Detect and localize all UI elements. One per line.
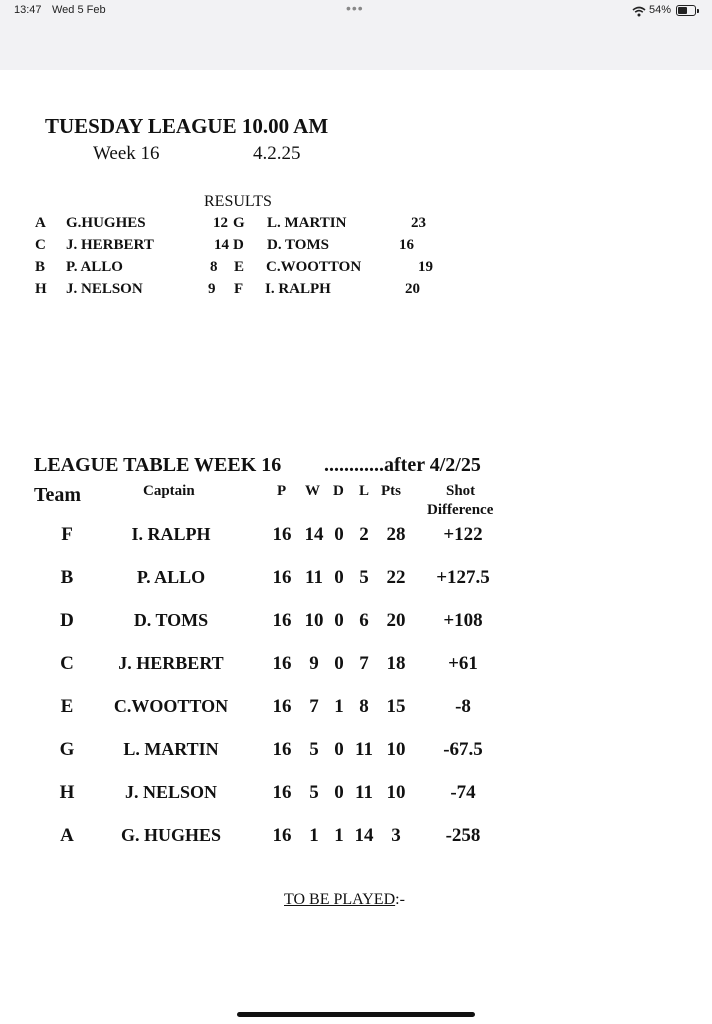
cell-l: 7 [359,653,369,674]
cell-d: 0 [334,739,344,760]
cell-captain: J. HERBERT [118,653,224,673]
column-header-shot: Shot [446,483,476,499]
cell-diff: +108 [443,610,483,631]
league-table-title: LEAGUE TABLE WEEK 16 [34,454,282,476]
cell-l: 11 [355,739,373,760]
wifi-icon [632,4,646,22]
cell-team: B [60,567,74,588]
cell-team: G [59,739,75,760]
cell-captain: J. NELSON [124,782,218,802]
cell-captain: D. TOMS [133,610,209,630]
cell-diff: +61 [448,653,478,674]
battery-percent: 54% [649,4,672,16]
result-score2: 20 [405,281,420,297]
cell-l: 6 [359,610,369,631]
cell-pts: 10 [386,739,406,760]
cell-l: 14 [354,825,374,846]
document-title: TUESDAY LEAGUE 10.00 AM [45,114,329,138]
cell-pts: 10 [386,782,406,803]
cell-diff: -8 [455,696,471,717]
result-captain2: C.WOOTTON [266,259,362,275]
cell-captain: C.WOOTTON [113,696,229,716]
cell-w: 7 [309,696,319,717]
cell-pts: 3 [391,825,401,846]
cell-d: 0 [334,567,344,588]
cell-pts: 18 [386,653,406,674]
result-team2: E [234,259,245,275]
column-header-w: W [305,483,320,499]
cell-p: 16 [272,653,292,674]
to-be-played-label [284,891,405,909]
cell-d: 0 [334,782,344,803]
result-score1: 12 [213,215,228,231]
column-header-d: D [333,483,344,499]
cell-diff: -67.5 [443,739,483,760]
home-indicator[interactable] [237,1012,475,1017]
cell-pts: 28 [386,524,406,545]
status-date: Wed 5 Feb [52,4,106,16]
cell-w: 9 [309,653,319,674]
cell-l: 5 [359,567,369,588]
cell-p: 16 [272,782,292,803]
cell-l: 8 [359,696,369,717]
result-captain1: P. ALLO [66,259,123,275]
cell-diff: -74 [450,782,476,803]
column-header-difference: Difference [427,502,494,518]
battery-icon [676,5,696,16]
cell-p: 16 [272,610,292,631]
result-captain1: J. NELSON [66,281,143,297]
cell-d: 0 [334,610,344,631]
status-bar [0,0,712,70]
cell-diff: -258 [445,825,481,846]
cell-pts: 15 [386,696,406,717]
week-label: Week 16 [93,143,160,164]
cell-team: A [60,825,74,846]
to-be-played-text: TO BE PLAYED [284,891,396,908]
league-table-after-date: ............after 4/2/25 [324,454,481,476]
result-score1: 9 [208,281,216,297]
cell-w: 5 [309,782,319,803]
column-header-pts: Pts [381,483,401,499]
cell-w: 11 [305,567,323,588]
date-label: 4.2.25 [253,143,301,164]
result-team2: G [233,215,245,231]
cell-w: 10 [304,610,324,631]
cell-p: 16 [272,825,292,846]
result-score1: 8 [210,259,218,275]
cell-captain: P. ALLO [136,567,206,587]
status-time: 13:47 [14,4,42,16]
result-score1: 14 [214,237,229,253]
cell-w: 5 [309,739,319,760]
cell-w: 14 [304,524,324,545]
results-heading: RESULTS [204,193,272,210]
cell-l: 2 [359,524,369,545]
multitasking-dots-icon[interactable]: ••• [346,0,364,16]
cell-p: 16 [272,696,292,717]
cell-d: 1 [334,825,344,846]
result-team1: H [35,281,47,297]
result-team2: D [233,237,244,253]
to-be-played-suffix: :- [395,891,405,908]
cell-team: E [60,696,74,717]
column-header-team: Team [34,484,82,506]
result-captain2: I. RALPH [265,281,331,297]
cell-team: C [60,653,74,674]
result-score2: 19 [418,259,433,275]
column-header-captain: Captain [143,483,195,499]
result-team1: A [35,215,46,231]
cell-team: D [60,610,74,631]
cell-team: H [59,782,75,803]
cell-w: 1 [309,825,319,846]
result-captain1: G.HUGHES [66,215,146,231]
cell-d: 0 [334,653,344,674]
cell-p: 16 [272,524,292,545]
cell-pts: 22 [386,567,406,588]
result-captain1: J. HERBERT [66,237,154,253]
column-header-l: L [359,483,370,499]
cell-pts: 20 [386,610,406,631]
cell-diff: +122 [443,524,483,545]
cell-captain: L. MARTIN [123,739,219,759]
result-team2: F [234,281,244,297]
cell-p: 16 [272,739,292,760]
column-header-p: P [277,483,287,499]
cell-l: 11 [355,782,373,803]
result-score2: 23 [411,215,426,231]
result-captain2: D. TOMS [267,237,329,253]
cell-team: F [61,524,73,545]
cell-captain: G. HUGHES [120,825,222,845]
cell-p: 16 [272,567,292,588]
result-score2: 16 [399,237,414,253]
result-team1: B [35,259,46,275]
result-team1: C [35,237,46,253]
result-captain2: L. MARTIN [267,215,347,231]
cell-d: 1 [334,696,344,717]
cell-captain: I. RALPH [131,524,211,544]
cell-diff: +127.5 [436,567,490,588]
cell-d: 0 [334,524,344,545]
